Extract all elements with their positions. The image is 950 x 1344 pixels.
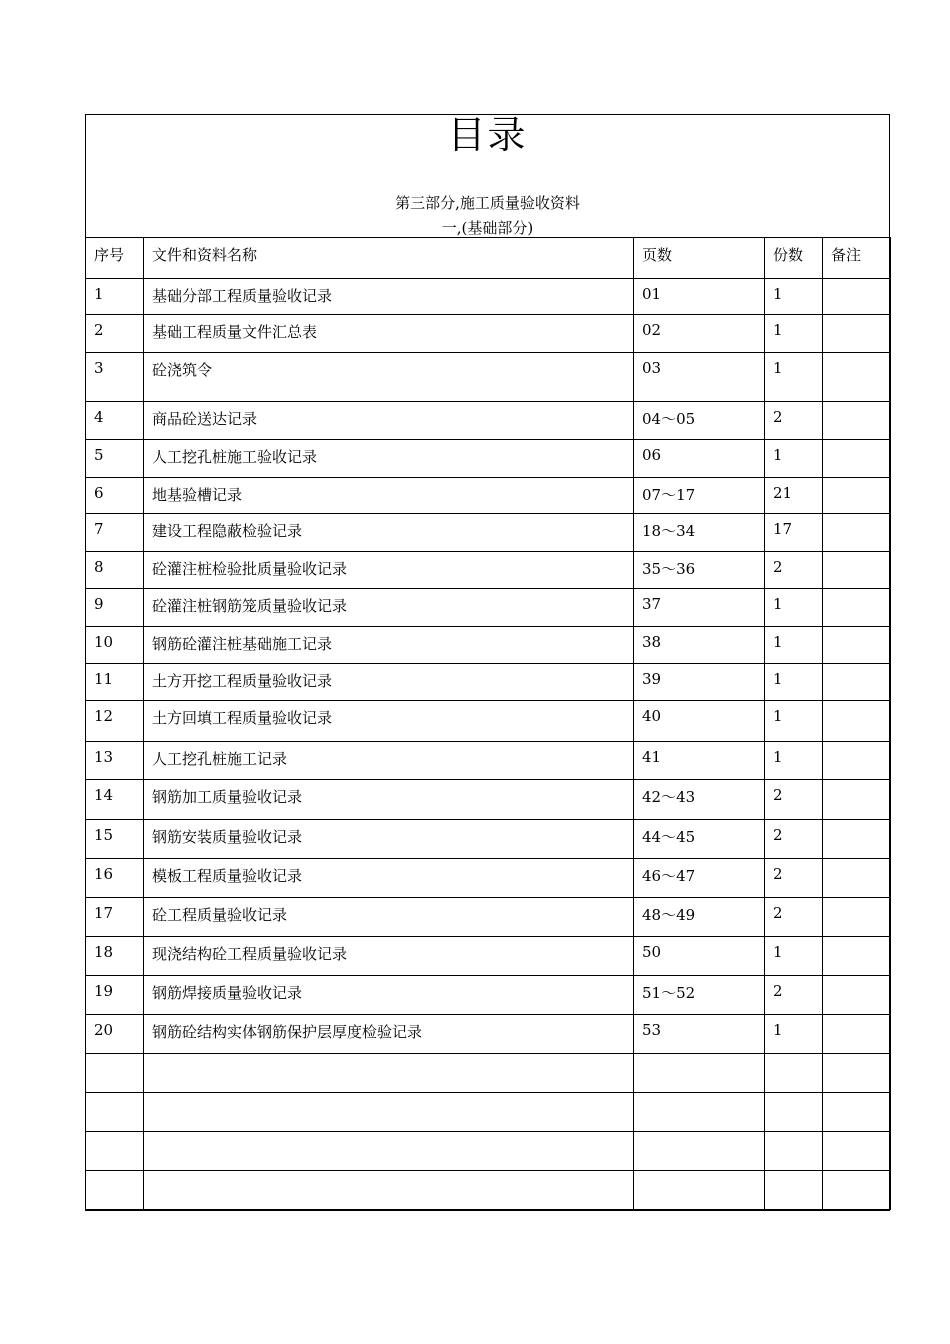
remark (823, 514, 891, 552)
remark (823, 976, 891, 1015)
remark (823, 1015, 891, 1054)
copy-count: 1 (765, 1015, 823, 1054)
document-name: 钢筋砼结构实体钢筋保护层厚度检验记录 (144, 1015, 634, 1054)
row-number (86, 1093, 144, 1132)
document-name: 建设工程隐蔽检验记录 (144, 514, 634, 552)
table-row (86, 859, 891, 898)
row-number: 19 (86, 976, 144, 1015)
row-number: 13 (86, 742, 144, 780)
copy-count (765, 1132, 823, 1171)
table-row (86, 1015, 891, 1054)
copy-count: 2 (765, 976, 823, 1015)
page-range: 38 (634, 627, 765, 664)
copy-count (765, 1171, 823, 1210)
copy-count: 1 (765, 742, 823, 780)
column-header-note: 备注 (823, 238, 891, 279)
document-name: 人工挖孔桩施工验收记录 (144, 440, 634, 478)
table-row (86, 1171, 891, 1210)
document-name: 基础分部工程质量验收记录 (144, 279, 634, 315)
document-name: 人工挖孔桩施工记录 (144, 742, 634, 780)
page-range: 01 (634, 279, 765, 315)
document-name: 现浇结构砼工程质量验收记录 (144, 937, 634, 976)
remark (823, 315, 891, 353)
copy-count (765, 1093, 823, 1132)
table-row (86, 937, 891, 976)
row-number: 11 (86, 664, 144, 701)
page-range: 35～36 (634, 552, 765, 589)
table-row (86, 898, 891, 937)
remark (823, 898, 891, 937)
document-name: 土方开挖工程质量验收记录 (144, 664, 634, 701)
page-range: 53 (634, 1015, 765, 1054)
remark (823, 937, 891, 976)
page-range: 18～34 (634, 514, 765, 552)
table-row (86, 514, 891, 552)
table-row (86, 402, 891, 440)
page-range: 03 (634, 353, 765, 402)
document-name (144, 1054, 634, 1093)
page-range: 39 (634, 664, 765, 701)
remark (823, 820, 891, 859)
page-range: 42～43 (634, 780, 765, 820)
copy-count: 2 (765, 552, 823, 589)
document-name: 砼灌注桩检验批质量验收记录 (144, 552, 634, 589)
page-range: 02 (634, 315, 765, 353)
copy-count: 1 (765, 315, 823, 353)
column-header-number: 序号 (86, 238, 144, 279)
document-name: 模板工程质量验收记录 (144, 859, 634, 898)
page-range: 51～52 (634, 976, 765, 1015)
copy-count: 1 (765, 937, 823, 976)
remark (823, 589, 891, 627)
column-header-copies: 份数 (765, 238, 823, 279)
page-range: 48～49 (634, 898, 765, 937)
table-row (86, 478, 891, 514)
page-range: 04～05 (634, 402, 765, 440)
page-range: 41 (634, 742, 765, 780)
copy-count: 21 (765, 478, 823, 514)
document-name (144, 1132, 634, 1171)
row-number: 16 (86, 859, 144, 898)
table-row (86, 315, 891, 353)
table-header-row (86, 238, 891, 279)
remark (823, 701, 891, 742)
table-row (86, 701, 891, 742)
row-number (86, 1132, 144, 1171)
table-row (86, 1093, 891, 1132)
copy-count: 17 (765, 514, 823, 552)
table-row (86, 353, 891, 402)
table-row (86, 780, 891, 820)
page-range (634, 1132, 765, 1171)
document-name (144, 1171, 634, 1210)
table-row (86, 1054, 891, 1093)
copy-count: 2 (765, 780, 823, 820)
row-number: 3 (86, 353, 144, 402)
copy-count (765, 1054, 823, 1093)
copy-count: 2 (765, 859, 823, 898)
remark (823, 440, 891, 478)
remark (823, 780, 891, 820)
row-number: 7 (86, 514, 144, 552)
table-row (86, 742, 891, 780)
contents-table (85, 237, 891, 1210)
copy-count: 1 (765, 279, 823, 315)
table-row (86, 589, 891, 627)
page-title: 目录 (447, 113, 528, 157)
page-range (634, 1171, 765, 1210)
remark (823, 1093, 891, 1132)
row-number (86, 1171, 144, 1210)
table-row (86, 440, 891, 478)
copy-count: 2 (765, 898, 823, 937)
copy-count: 2 (765, 402, 823, 440)
row-number: 5 (86, 440, 144, 478)
table-row (86, 552, 891, 589)
document-name: 钢筋加工质量验收记录 (144, 780, 634, 820)
document-name: 钢筋焊接质量验收记录 (144, 976, 634, 1015)
copy-count: 1 (765, 701, 823, 742)
copy-count: 1 (765, 627, 823, 664)
document-name: 钢筋安装质量验收记录 (144, 820, 634, 859)
row-number: 20 (86, 1015, 144, 1054)
document-name: 基础工程质量文件汇总表 (144, 315, 634, 353)
row-number: 9 (86, 589, 144, 627)
remark (823, 627, 891, 664)
page-range (634, 1054, 765, 1093)
column-header-name: 文件和资料名称 (144, 238, 634, 279)
copy-count: 1 (765, 440, 823, 478)
table-row (86, 279, 891, 315)
row-number: 8 (86, 552, 144, 589)
row-number: 17 (86, 898, 144, 937)
column-header-pages: 页数 (634, 238, 765, 279)
row-number: 15 (86, 820, 144, 859)
page-range: 44～45 (634, 820, 765, 859)
page-range: 46～47 (634, 859, 765, 898)
row-number: 12 (86, 701, 144, 742)
row-number: 6 (86, 478, 144, 514)
table-body (86, 279, 891, 1210)
copy-count: 1 (765, 353, 823, 402)
row-number: 1 (86, 279, 144, 315)
remark (823, 859, 891, 898)
document-name: 砼浇筑令 (144, 353, 634, 402)
remark (823, 1171, 891, 1210)
row-number: 14 (86, 780, 144, 820)
remark (823, 664, 891, 701)
table-row (86, 627, 891, 664)
document-name: 砼灌注桩钢筋笼质量验收记录 (144, 589, 634, 627)
remark (823, 1132, 891, 1171)
document-name: 土方回填工程质量验收记录 (144, 701, 634, 742)
remark (823, 1054, 891, 1093)
remark (823, 742, 891, 780)
document-name: 商品砼送达记录 (144, 402, 634, 440)
page-range (634, 1093, 765, 1132)
document-name: 地基验槽记录 (144, 478, 634, 514)
document-name (144, 1093, 634, 1132)
table-row (86, 976, 891, 1015)
table-row (86, 1132, 891, 1171)
row-number (86, 1054, 144, 1093)
row-number: 2 (86, 315, 144, 353)
row-number: 10 (86, 627, 144, 664)
remark (823, 279, 891, 315)
remark (823, 353, 891, 402)
remark (823, 552, 891, 589)
page-range: 50 (634, 937, 765, 976)
section-title: 第三部分,施工质量验收资料 (395, 194, 580, 212)
page-range: 07～17 (634, 478, 765, 514)
copy-count: 2 (765, 820, 823, 859)
page-range: 37 (634, 589, 765, 627)
copy-count: 1 (765, 664, 823, 701)
page-range: 40 (634, 701, 765, 742)
document-name: 砼工程质量验收记录 (144, 898, 634, 937)
remark (823, 402, 891, 440)
remark (823, 478, 891, 514)
copy-count: 1 (765, 589, 823, 627)
table-row (86, 820, 891, 859)
document-name: 钢筋砼灌注桩基础施工记录 (144, 627, 634, 664)
page-range: 06 (634, 440, 765, 478)
subsection-title: 一,(基础部分) (441, 219, 534, 237)
table-row (86, 664, 891, 701)
row-number: 18 (86, 937, 144, 976)
row-number: 4 (86, 402, 144, 440)
